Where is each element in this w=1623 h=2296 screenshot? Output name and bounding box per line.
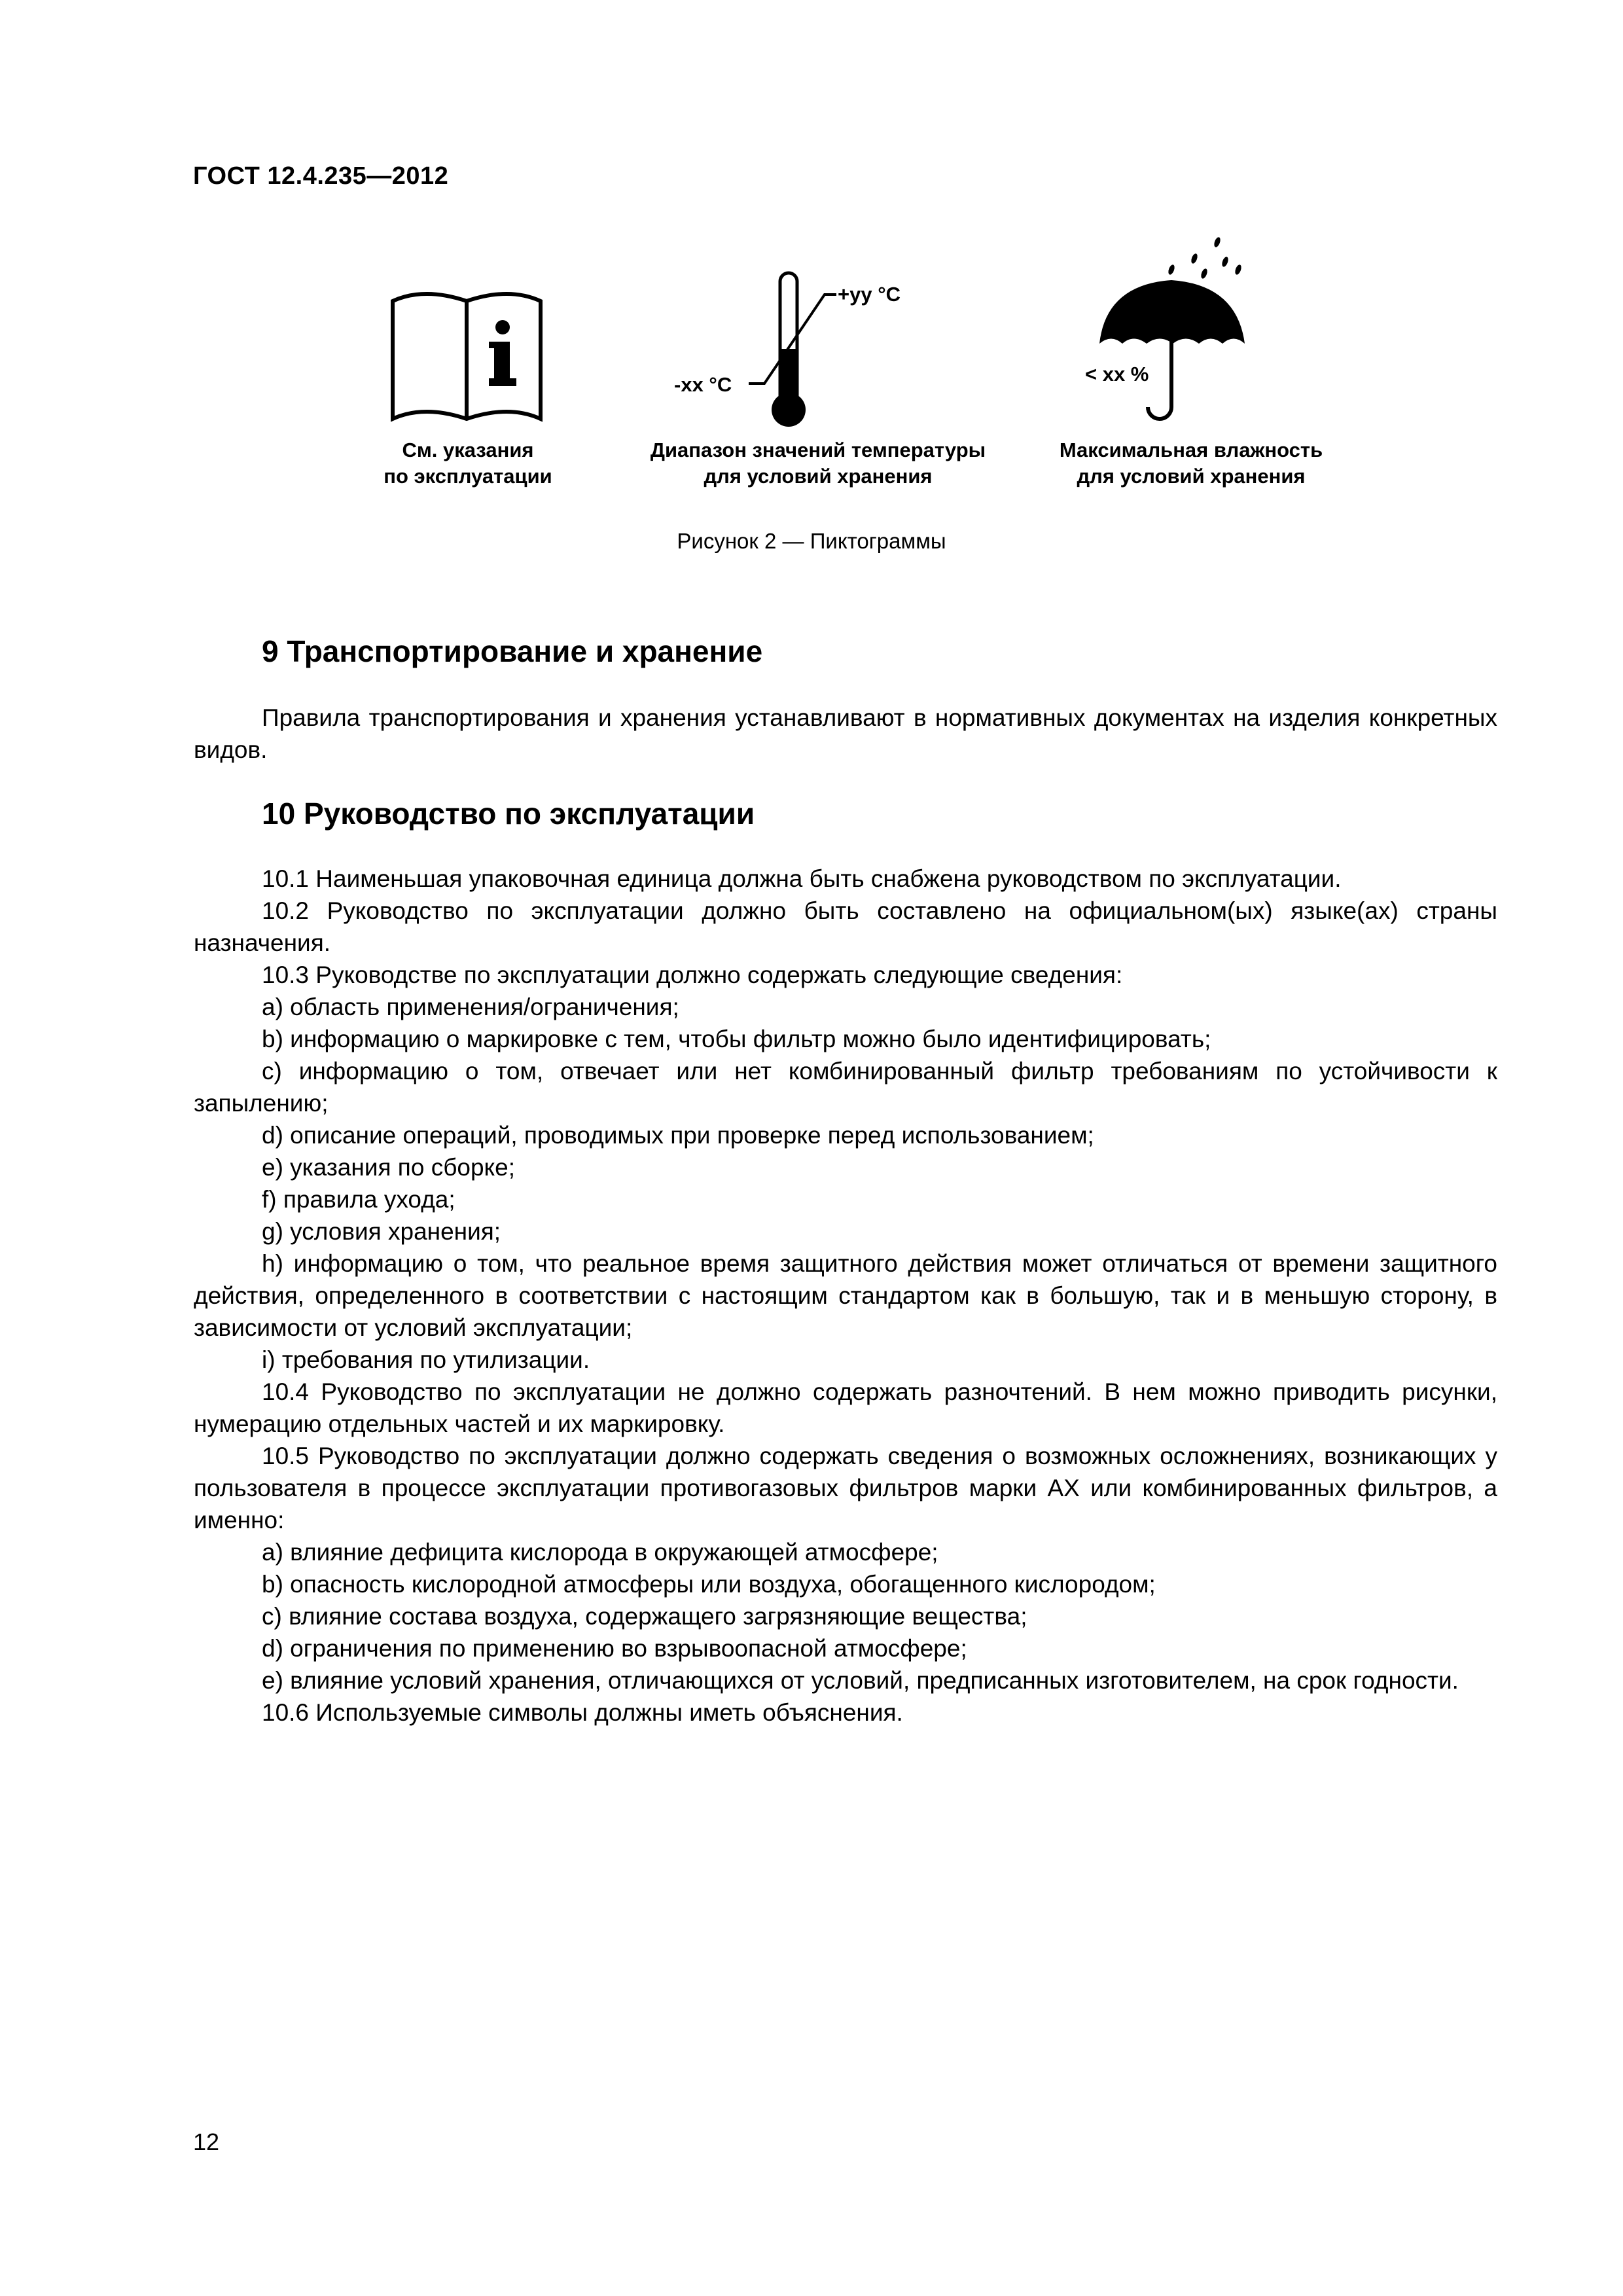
paragraph: 10.1 Наименьшая упаковочная единица должна быть снабжена руководством по эксплуатации. [262, 865, 1342, 892]
list-item: h) информацию о том, что реальное время защитного действия может отличаться от времени защитного действия, определенного в соответствии с настоящим стандартом как в большую, так и в меньшую сторону, в зависимости от условий эксплуатации; [194, 1250, 1497, 1341]
thermometer-icon [668, 267, 903, 431]
paragraph: 10.2 Руководство по эксплуатации должно быть составлено на официальном(ых) языке(ах) страны назначения. [194, 897, 1497, 956]
humidity-label: < xx % [1085, 363, 1149, 386]
caption-line: для условий хранения [704, 465, 933, 488]
section-9-title: 9 Транспортирование и хранение [262, 634, 763, 668]
caption-line: Диапазон значений температуры [650, 439, 986, 461]
caption-line: Максимальная влажность [1059, 439, 1323, 461]
list-item: b) опасность кислородной атмосферы или воздуха, обогащенного кислородом; [262, 1571, 1156, 1598]
paragraph: Правила транспортирования и хранения устанавливают в нормативных документах на изделия конкретных видов. [194, 704, 1497, 763]
paragraph: 10.5 Руководство по эксплуатации должно содержать сведения о возможных осложнениях, возникающих у пользователя в процессе эксплуатации противогазовых фильтров марки АХ или комбинированных фильтров, а именно: [194, 1443, 1497, 1534]
list-item: c) влияние состава воздуха, содержащего загрязняющие вещества; [262, 1603, 1027, 1630]
section-10-body [194, 863, 1497, 1729]
page-header-standard-code: ГОСТ 12.4.235—2012 [193, 162, 449, 190]
caption-line: по эксплуатации [383, 465, 552, 488]
page-number: 12 [193, 2128, 220, 2155]
list-item: i) требования по утилизации. [262, 1346, 590, 1373]
figure-caption: Рисунок 2 — Пиктограммы [677, 529, 946, 553]
list-item: f) правила ухода; [262, 1186, 455, 1213]
list-item: e) указания по сборке; [262, 1154, 516, 1181]
pictogram-caption-temperature [589, 437, 1047, 490]
paragraph: 10.4 Руководство по эксплуатации не должно содержать разночтений. В нем можно приводить рисунки, нумерацию отдельных частей и их маркировку. [194, 1378, 1497, 1437]
pictogram-caption-manual [340, 437, 596, 490]
umbrella-rain-icon [1073, 229, 1283, 432]
list-item: c) информацию о том, отвечает или нет комбинированный фильтр требованиям по устойчивости к запылению; [194, 1058, 1497, 1117]
paragraph: 10.6 Используемые символы должны иметь объяснения. [262, 1699, 903, 1726]
thermo-high-label: +yy °C [838, 283, 901, 306]
paragraph: 10.3 Руководстве по эксплуатации должно содержать следующие сведения: [262, 961, 1123, 988]
section-9-body [194, 702, 1497, 766]
list-item: e) влияние условий хранения, отличающихся от условий, предписанных изготовителем, на срок годности. [262, 1667, 1459, 1694]
list-item: g) условия хранения; [262, 1218, 501, 1245]
caption-line: для условий хранения [1077, 465, 1306, 488]
pictogram-caption-humidity [1021, 437, 1361, 490]
book-info-icon [385, 288, 548, 425]
list-item: a) влияние дефицита кислорода в окружающей атмосфере; [262, 1539, 938, 1566]
caption-line: См. указания [402, 439, 534, 461]
section-10-title: 10 Руководство по эксплуатации [262, 797, 755, 831]
list-item: a) область применения/ограничения; [262, 994, 679, 1020]
list-item: b) информацию о маркировке с тем, чтобы фильтр можно было идентифицировать; [262, 1026, 1211, 1052]
list-item: d) описание операций, проводимых при проверке перед использованием; [262, 1122, 1094, 1149]
list-item: d) ограничения по применению во взрывоопасной атмосфере; [262, 1635, 967, 1662]
thermo-low-label: -xx °C [674, 373, 732, 396]
